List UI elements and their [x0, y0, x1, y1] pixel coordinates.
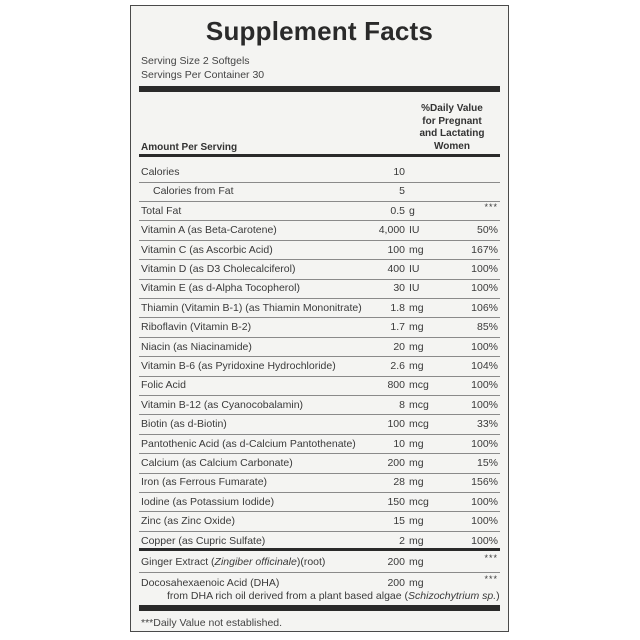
daily-value-header [410, 103, 494, 153]
nutrient-dv: 85% [476, 321, 498, 334]
nutrient-unit: mcg [409, 495, 429, 508]
table-row [139, 356, 500, 377]
nutrient-amount: 1.7 [390, 321, 405, 334]
table-row [139, 162, 500, 183]
serving-size: Serving Size 2 Softgels [141, 55, 250, 67]
nutrient-name: Iron (as Ferrous Fumarate) [141, 476, 268, 489]
nutrient-unit: IU [409, 282, 420, 295]
nutrient-unit: mg [409, 243, 424, 256]
nutrient-dv: 100% [471, 340, 498, 353]
nutrient-dv: 100% [471, 495, 498, 508]
nutrient-name: Calories from Fat [153, 185, 234, 198]
dv-header-line: and Lactating [419, 128, 485, 139]
nutrient-amount: 200 [387, 556, 405, 568]
nutrient-unit: mg [409, 437, 424, 450]
nutrient-name: Zinc (as Zinc Oxide) [141, 515, 235, 528]
nutrient-dv: *** [484, 201, 498, 212]
nutrient-unit: mg [409, 301, 424, 314]
nutrient-name: Vitamin B-12 (as Cyanocobalamin) [141, 398, 304, 411]
nutrient-amount: 10 [393, 437, 405, 450]
nutrient-dv: 100% [471, 398, 498, 411]
nutrient-unit: mg [409, 476, 424, 489]
dv-header-line: %Daily Value [421, 103, 483, 114]
nutrient-amount: 15 [393, 515, 405, 528]
amount-per-serving-label: Amount Per Serving [141, 142, 238, 153]
nutrient-amount: 200 [387, 457, 405, 469]
nutrient-unit: IU [409, 263, 420, 275]
servings-per-container: Servings Per Container 30 [141, 69, 265, 81]
nutrient-name: Vitamin B-6 (as Pyridoxine Hydrochloride) [141, 360, 336, 372]
nutrient-name: Vitamin A (as Beta-Carotene) [141, 224, 277, 237]
nutrient-unit: mcg [409, 398, 429, 411]
nutrient-amount: 28 [393, 476, 405, 489]
nutrient-name: Calories [141, 166, 180, 178]
table-row [139, 298, 500, 319]
table-row [139, 240, 500, 261]
nutrient-dv: 50% [476, 224, 498, 237]
nutrient-dv: 106% [471, 301, 498, 314]
table-row [139, 181, 500, 202]
divider-thick-top [139, 86, 500, 92]
dha-source-note: from DHA rich oil derived from a plant based algae (Schizochytrium sp.) [167, 590, 500, 602]
nutrient-amount: 2.6 [390, 360, 405, 372]
nutrient-unit: mg [409, 360, 424, 372]
nutrient-dv: 100% [471, 437, 498, 450]
nutrient-dv: 100% [471, 515, 498, 528]
table-row [139, 278, 500, 299]
nutrient-dv: 156% [471, 476, 498, 489]
nutrient-amount: 150 [387, 495, 405, 508]
nutrient-name: Biotin (as d-Biotin) [141, 418, 227, 431]
nutrient-dv: 100% [471, 263, 498, 275]
nutrient-name: Vitamin C (as Ascorbic Acid) [141, 243, 273, 256]
supplement-facts-panel [130, 5, 509, 632]
nutrient-amount: 2 [399, 534, 405, 547]
table-row [139, 317, 500, 338]
nutrient-name: Iodine (as Potassium Iodide) [141, 495, 275, 508]
nutrient-unit: mg [409, 577, 424, 589]
nutrient-amount: 10 [393, 166, 405, 178]
nutrient-amount: 200 [387, 577, 405, 589]
nutrient-name: Folic Acid [141, 379, 186, 392]
nutrient-amount: 100 [387, 418, 405, 431]
nutrient-name: Calcium (as Calcium Carbonate) [141, 457, 293, 469]
nutrient-name: Thiamin (Vitamin B-1) (as Thiamin Mononitrate) [141, 301, 362, 314]
table-row [139, 492, 500, 513]
table-row [139, 511, 500, 532]
nutrient-unit: mg [409, 321, 424, 334]
nutrient-amount: 400 [387, 263, 405, 275]
nutrient-unit: mg [409, 534, 424, 547]
nutrient-unit: g [409, 204, 415, 217]
nutrient-amount: 800 [387, 379, 405, 392]
nutrient-dv: *** [484, 553, 498, 563]
nutrient-dv: 15% [476, 457, 498, 469]
nutrient-unit: mg [409, 556, 424, 568]
nutrient-amount: 20 [393, 340, 405, 353]
table-row [139, 453, 500, 474]
nutrient-dv: 100% [471, 282, 498, 295]
table-row [139, 395, 500, 416]
dv-header-line: Women [434, 140, 470, 152]
nutrient-amount: 0.5 [390, 204, 405, 217]
nutrient-amount: 8 [399, 398, 405, 411]
table-row [139, 434, 500, 455]
nutrient-unit: IU [409, 224, 420, 237]
divider-header [139, 154, 500, 157]
nutrient-dv: *** [484, 574, 498, 584]
nutrient-name: Ginger Extract (Zingiber officinale)(root) [141, 556, 326, 568]
nutrient-amount: 30 [393, 282, 405, 295]
nutrient-name: Niacin (as Niacinamide) [141, 340, 252, 353]
nutrient-name: Riboflavin (Vitamin B-2) [141, 321, 252, 334]
table-row-ginger [139, 552, 500, 573]
nutrient-dv: 33% [476, 418, 498, 431]
nutrient-name: Pantothenic Acid (as d-Calcium Pantothenate) [141, 437, 356, 450]
panel-title: Supplement Facts [205, 16, 434, 46]
nutrient-dv: 100% [471, 534, 498, 547]
nutrient-name: Total Fat [141, 204, 182, 217]
nutrient-name: Docosahexaenoic Acid (DHA) [141, 577, 280, 589]
table-row [139, 337, 500, 358]
nutrient-amount: 4,000 [378, 224, 405, 237]
nutrient-name: Vitamin E (as d-Alpha Tocopherol) [141, 282, 300, 295]
nutrient-unit: mcg [409, 418, 429, 431]
dv-header-line: for Pregnant [422, 115, 482, 127]
nutrient-unit: mg [409, 340, 424, 353]
table-row [139, 201, 500, 222]
table-row [139, 375, 500, 396]
nutrient-amount: 1.8 [390, 301, 405, 314]
nutrient-dv: 167% [471, 243, 498, 256]
table-row [139, 414, 500, 435]
nutrient-name: Vitamin D (as D3 Cholecalciferol) [141, 263, 296, 275]
table-row [139, 220, 500, 241]
nutrient-dv: 100% [471, 379, 498, 392]
nutrient-dv: 104% [471, 360, 498, 372]
divider-thick-bottom [139, 605, 500, 611]
table-row [139, 259, 500, 280]
nutrient-unit: mg [409, 515, 424, 528]
nutrient-amount: 5 [399, 185, 405, 198]
divider-mid [139, 548, 500, 551]
nutrient-unit: mg [409, 457, 424, 469]
nutrient-name: Copper (as Cupric Sulfate) [141, 534, 266, 547]
footnote: ***Daily Value not established. [141, 617, 283, 629]
nutrient-amount: 100 [387, 243, 405, 256]
nutrient-unit: mcg [409, 379, 429, 392]
table-row [139, 472, 500, 493]
